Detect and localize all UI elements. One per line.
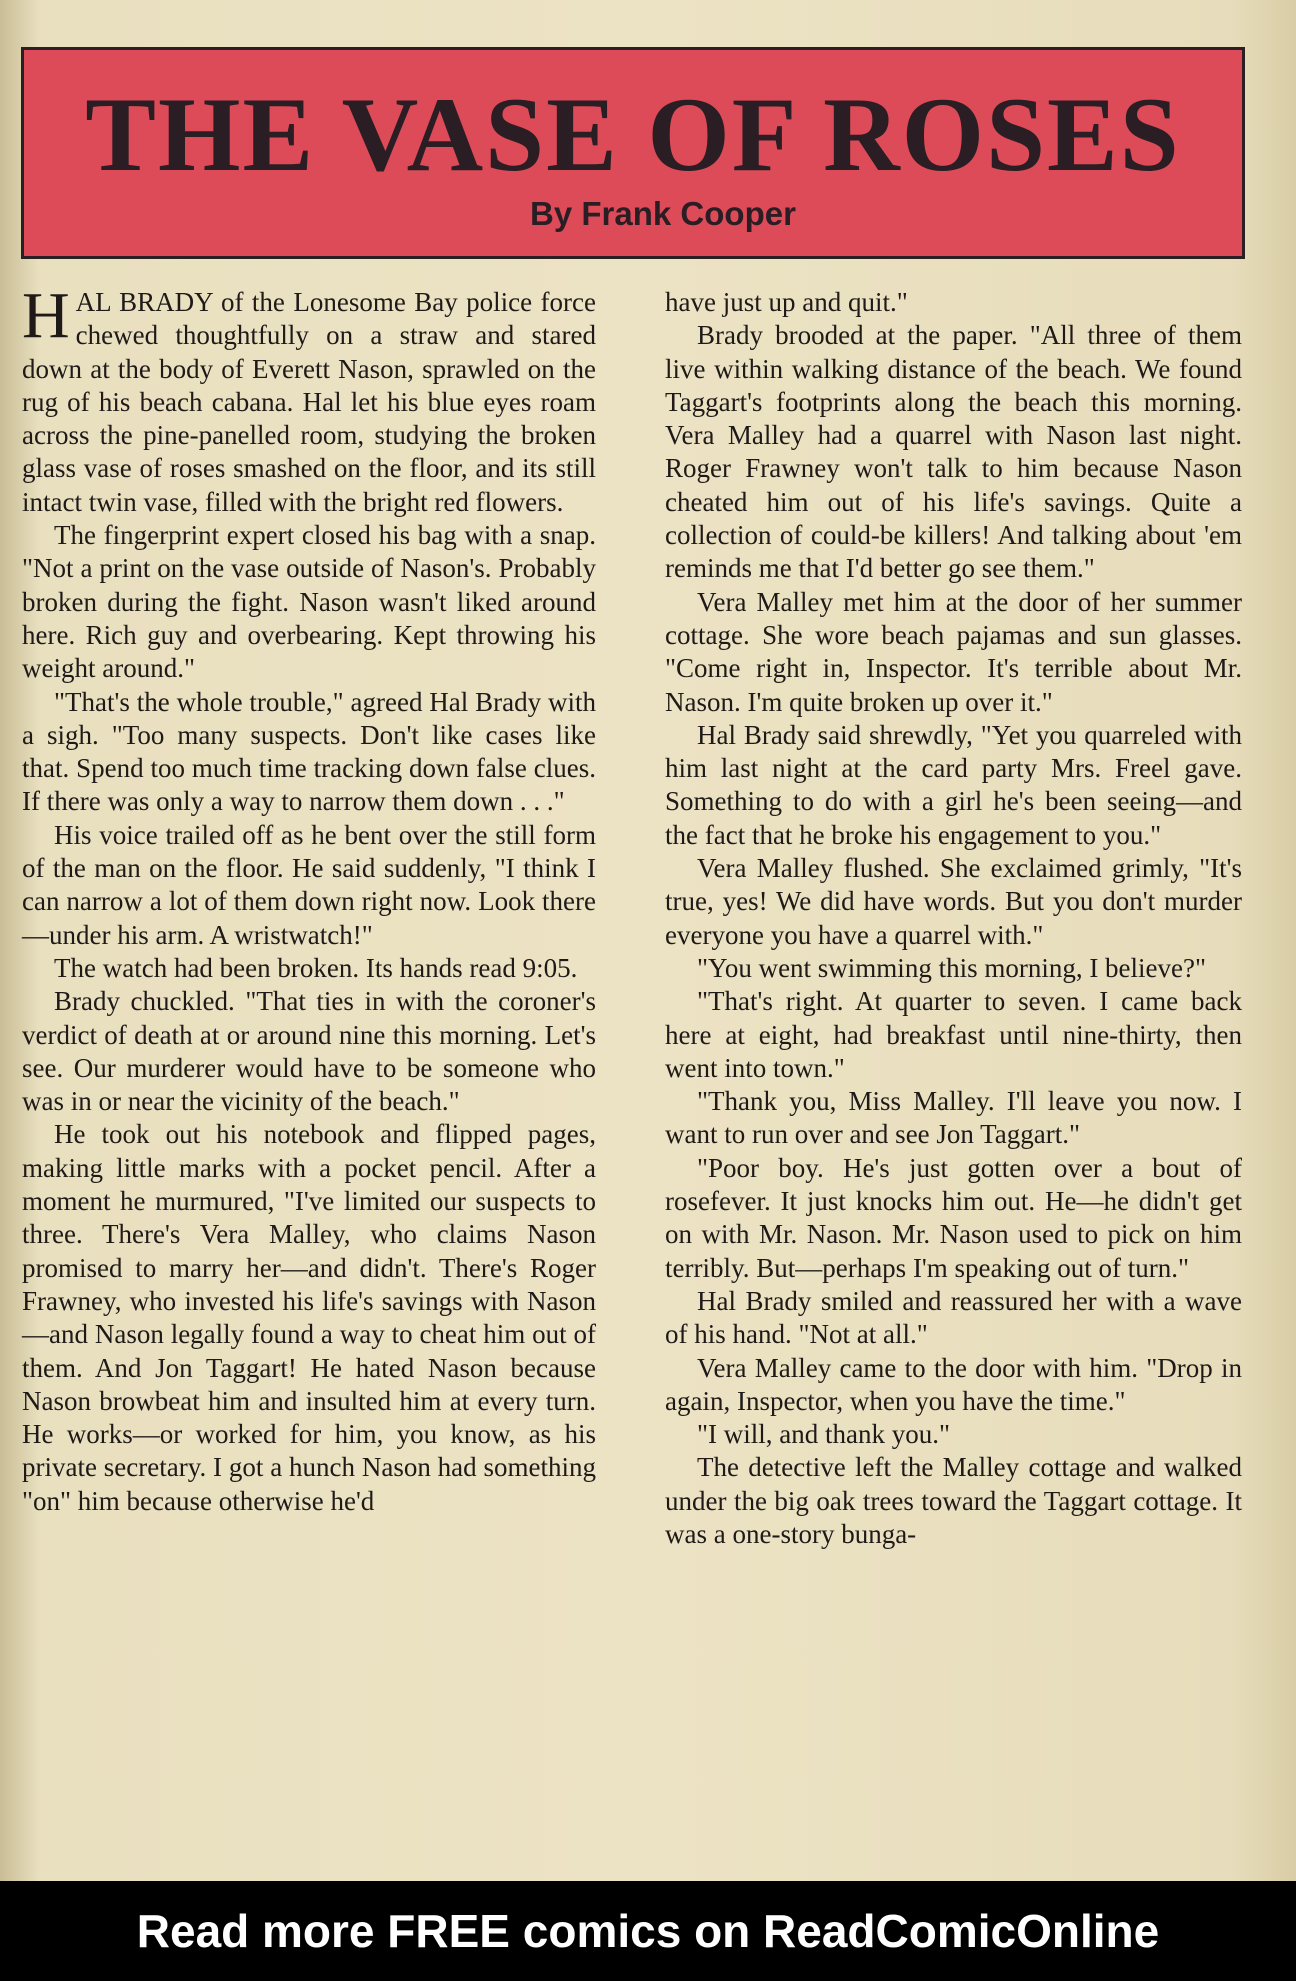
left-column <box>22 279 596 1518</box>
right-paragraph-9: Hal Brady smiled and reassured her with a wave of his hand. "Not at all." <box>665 1285 1242 1350</box>
promo-link[interactable]: Read more FREE comics on ReadComicOnline <box>136 1905 1160 1957</box>
right-paragraph-2: Vera Malley met him at the door of her summer cottage. She wore beach pajamas and sun glasses. "Come right in, Inspector. It's terrible about Mr. Nason. I'm quite broken up over it." <box>665 586 1242 717</box>
right-paragraph-10: Vera Malley came to the door with him. "Drop in again, Inspector, when you have the time." <box>665 1352 1242 1416</box>
left-paragraph-1: HAL BRADY of the Lonesome Bay police force chewed thoughtfully on a straw and stared down at the body of Everett Nason, sprawled on the rug of his beach cabana. Hal let his blue eyes roam across the pine-panelled room, studying the broken glass vase of roses smashed on the floor, and its still intact twin vase, filled with the bright red flowers. <box>22 279 596 517</box>
title-banner <box>21 47 1245 259</box>
byline: By Frank Cooper <box>530 195 796 232</box>
right-paragraph-8: "Poor boy. He's just gotten over a bout of rosefever. It just knocks him out. He—he didn't get on with Mr. Nason. Mr. Nason used to pick on him terribly. But—perhaps I'm speaking out of turn." <box>665 1152 1242 1283</box>
right-column <box>665 286 1242 1551</box>
left-paragraph-5: The watch had been broken. Its hands read 9:05. <box>54 952 578 983</box>
right-paragraph-4: Vera Malley flushed. She exclaimed grimly, "It's true, yes! We did have words. But you don't murder everyone you have a quarrel with." <box>665 853 1242 950</box>
left-paragraph-7: He took out his notebook and flipped pages, making little marks with a pocket pencil. After a moment he murmured, "I've limited our suspects to three. There's Vera Malley, who claims Nason promised to marry her—and didn't. There's Roger Frawney, who invested his life's savings with Nason—and Nason legally found a way to cheat him out of them. And Jon Taggart! He hated Nason because Nason browbeat him and insulted him at every turn. He works—or worked for him, you know, as his private secretary. I got a hunch Nason had something "on" him because otherwise he'd <box>22 1119 596 1516</box>
story-title: THE VASE OF ROSES <box>85 76 1181 193</box>
right-paragraph-3: Hal Brady said shrewdly, "Yet you quarreled with him last night at the card party Mrs. Freel gave. Something to do with a girl he's been seeing—and the fact that he broke his engagement to you." <box>665 719 1242 850</box>
left-paragraph-4: His voice trailed off as he bent over the still form of the man on the floor. He said suddenly, "I think I can narrow a lot of them down right now. Look there—under his arm. A wristwatch!" <box>22 819 596 950</box>
left-paragraph-6: Brady chuckled. "That ties in with the coroner's verdict of death at or around nine this morning. Let's see. Our murderer would have to be someone who was in or near the vicinity of the beach." <box>22 986 596 1117</box>
left-paragraph-2: The fingerprint expert closed his bag with a snap. "Not a print on the vase outside of Nason's. Probably broken during the fight. Nason wasn't liked around here. Rich guy and overbearing. Kept throwing his weight around." <box>22 520 596 684</box>
right-paragraph-5: "You went swimming this morning, I believe?" <box>697 952 1207 983</box>
right-paragraph-6: "That's right. At quarter to seven. I came back here at eight, had breakfast until nine-thirty, then went into town." <box>665 986 1242 1083</box>
right-paragraph-11: "I will, and thank you." <box>697 1419 951 1450</box>
left-paragraph-3: "That's the whole trouble," agreed Hal Brady with a sigh. "Too many suspects. Don't like cases like that. Spend too much time tracking down false clues. If there was only a way to narrow them down . . ." <box>22 686 596 817</box>
drop-cap: H <box>22 279 70 352</box>
right-paragraph-7: "Thank you, Miss Malley. I'll leave you now. I want to run over and see Jon Taggart." <box>665 1086 1242 1150</box>
right-paragraph-1: Brady brooded at the paper. "All three of them live within walking distance of the beach. We found Taggart's footprints along the beach this morning. Vera Malley had a quarrel with Nason last night. Roger Frawney won't talk to him because Nason cheated him out of his life's savings. Quite a collection of could-be killers! And talking about 'em reminds me that I'd better go see them." <box>665 320 1242 584</box>
promo-footer <box>0 1881 1296 1981</box>
right-continuation: have just up and quit." <box>665 287 908 317</box>
right-paragraph-12: The detective left the Malley cottage and walked under the big oak trees toward the Taggart cottage. It was a one-story bunga- <box>665 1452 1242 1549</box>
